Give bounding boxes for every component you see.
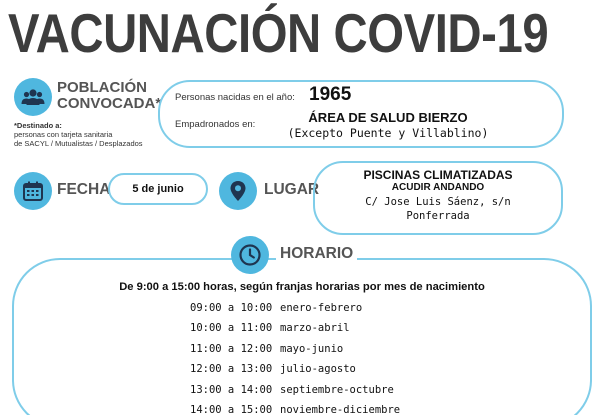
- schedule-time: 14:00 a 15:00: [190, 403, 273, 415]
- destinado-note: [14, 121, 164, 148]
- poblacion-title-line1: POBLACIÓN: [57, 79, 147, 96]
- schedule-time: 10:00 a 11:00: [190, 322, 273, 335]
- page-title: VACUNACIÓN COVID-19: [8, 2, 549, 64]
- clock-icon: [231, 236, 269, 274]
- schedule-row: [190, 404, 400, 415]
- lugar-label: LUGAR: [264, 181, 320, 198]
- schedule-months: enero-febrero: [280, 302, 363, 314]
- people-icon: [14, 78, 52, 116]
- schedule-time: 12:00 a 13:00: [190, 363, 273, 376]
- schedule-months: julio-agosto: [280, 363, 356, 376]
- schedule-months: mayo-junio: [280, 342, 344, 355]
- place-city: Ponferrada: [406, 210, 470, 222]
- schedule-row: [190, 343, 400, 363]
- poblacion-title: [57, 79, 162, 112]
- schedule-row: [190, 384, 400, 404]
- schedule-list: [190, 302, 400, 415]
- health-area: ÁREA DE SALUD BIERZO: [308, 110, 468, 125]
- schedule-months: noviembre-diciembre: [280, 403, 401, 415]
- schedule-row: [190, 363, 400, 383]
- schedule-row: [190, 302, 400, 322]
- schedule-months: septiembre-octubre: [280, 383, 394, 396]
- place-access: ACUDIR ANDANDO: [391, 182, 485, 193]
- place-address: C/ Jose Luis Sáenz, s/n: [365, 196, 511, 208]
- fecha-label: FECHA: [57, 181, 111, 198]
- birth-year: 1965: [309, 84, 352, 105]
- place-name: PISCINAS CLIMATIZADAS: [363, 168, 513, 182]
- schedule-row: [190, 322, 400, 342]
- poblacion-title-line2: CONVOCADA*: [57, 95, 162, 112]
- horario-subtitle: De 9:00 a 15:00 horas, según franjas horarias por mes de nacimiento: [119, 281, 485, 293]
- schedule-months: marzo-abril: [280, 322, 350, 335]
- date-value: 5 de junio: [108, 173, 208, 205]
- location-pin-icon: [219, 172, 257, 210]
- area-exception: (Excepto Puente y Villablino): [287, 126, 489, 140]
- schedule-time: 11:00 a 12:00: [190, 342, 273, 355]
- note-heading: *Destinado a:: [14, 121, 62, 130]
- schedule-time: 13:00 a 14:00: [190, 383, 273, 396]
- schedule-time: 09:00 a 10:00: [190, 302, 273, 314]
- note-line2: de SACYL / Mutualistas / Desplazados: [14, 139, 143, 148]
- born-label: Personas nacidas en el año:: [175, 92, 295, 103]
- registered-label: Empadronados en:: [175, 119, 256, 130]
- horario-label: HORARIO: [276, 245, 357, 263]
- calendar-icon: [14, 172, 52, 210]
- note-line1: personas con tarjeta sanitaria: [14, 130, 113, 139]
